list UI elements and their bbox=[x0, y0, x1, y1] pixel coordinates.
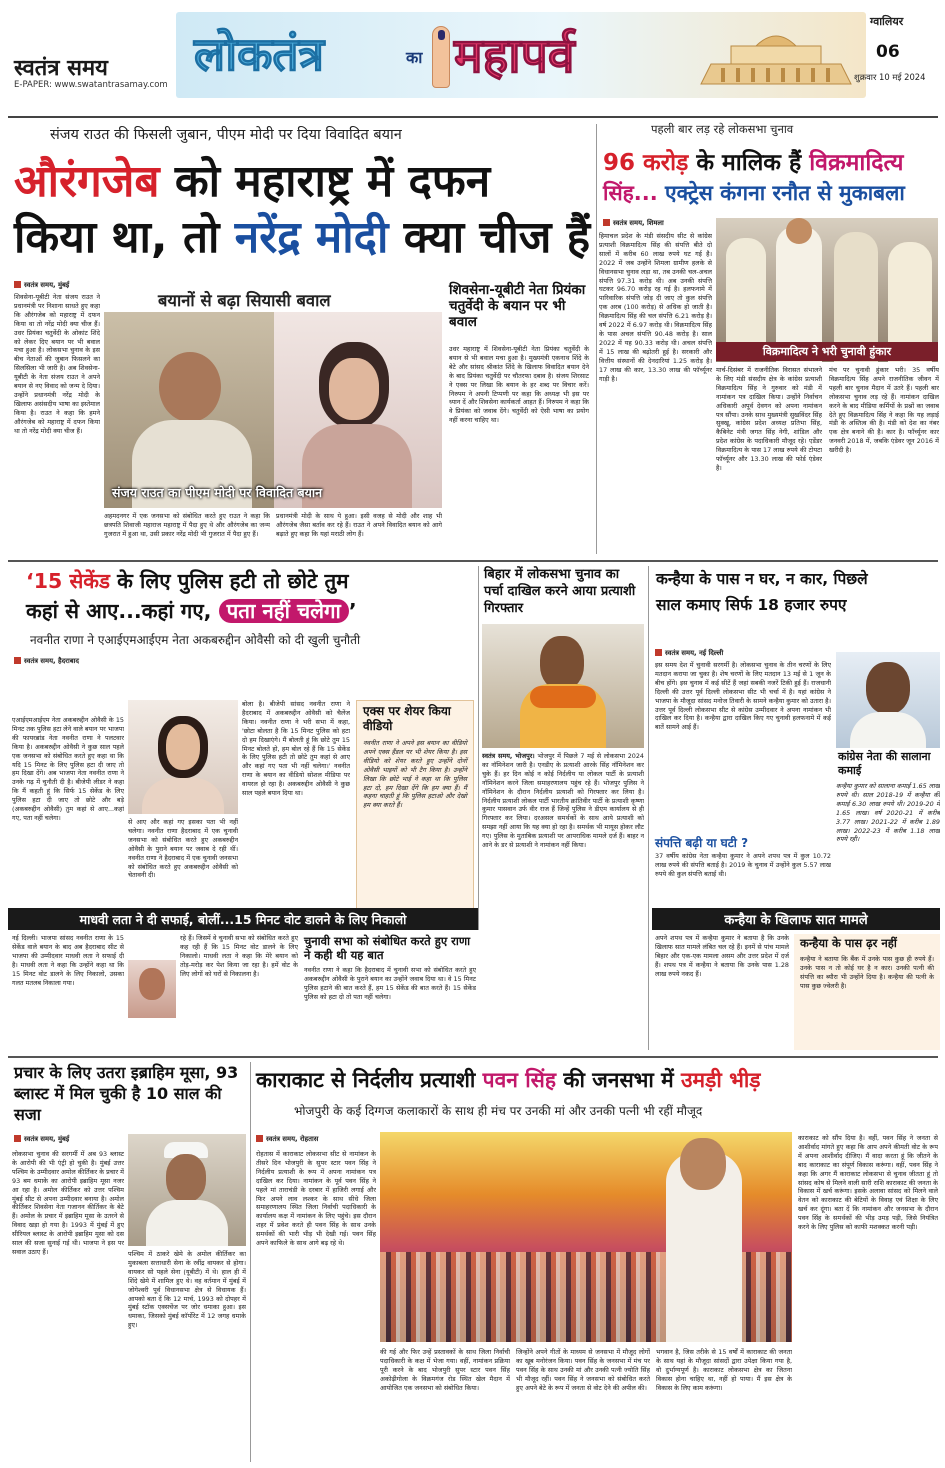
pawan-body-col4: भगवान है, जिस तरीके से 15 वर्षों में काराकाट की जनता के साथ यहां के मौजूदा सांसदों द्वारा उपेक्षा किया गया है, वो दुर्भाग्यपूर्ण है। काराकाट लोकसभा क्षेत्र का जितना विकास होना चाहिए था, नहीं हो पाया। मैं इस क्षेत्र के विकास के लिए काम करूंगा। bbox=[656, 1348, 792, 1392]
banner-title-part2: महापर्व bbox=[454, 28, 575, 84]
bihar-photo bbox=[482, 624, 644, 748]
ibrahim-body-col1: लोकसभा चुनाव की सरगर्मी में अब 93 ब्लास्ट के आरोपी की भी एंट्री हो चुकी है। मुंबई उत्तर पश्चिम के उम्मीदवार अमोल कीर्तिकर के प्रचार में 93 बम धमाके का आरोपी इब्राहिम मूसा नजर आ रहा है। अमोल कीर्तिकर को उत्तर पश्चिम मुंबई सीट से अपना उम्मीदवार बनाया है। अमोल कीर्तिकर शिवसेना नेता गजानन कीर्तिकर के बेटे हैं। अमोल के प्रचार में इब्राहिम मूसा के उतरने से विवाद खड़ा हो गया है। 1993 में मुंबई में हुए सीरियल ब्लास्ट के आरोपी इब्राहिम मूसा को दस साल की सजा सुनाई गई थी। भाजपा ने इस पर सवाल उठाए हैं। bbox=[12, 1150, 124, 1256]
column-rule bbox=[596, 124, 597, 554]
raut-headline bbox=[14, 154, 594, 266]
headline-part: की जनसभा में bbox=[563, 1068, 674, 1092]
ibrahim-body-col2: पश्चिम में ठाकरे खेमे के अमोल कीर्तिकर का मुकाबला सत्ताधारी सेना के रवींद्र वायकर से होगा। वायकर सो पहले सेना (यूबीटी) में थे। हाल ही में शिंदे खेमे में शामिल हुए थे। वह वर्तमान में मुंबई में जोगेश्वरी पूर्व विधानसभा क्षेत्र से विधायक हैं। आपको बता दें कि 12 मार्च, 1993 को दोपहर में मुंबई स्टॉक एक्सचेंज पर जोर धमाका हुआ। इस धमाका, जिसको मुंबई कॉर्पोरेट में 12 जगह धमाके हुए। bbox=[128, 1250, 246, 1330]
raut-photo-heading: बयानों से बढ़ा सियासी बवाल bbox=[158, 291, 331, 310]
headline-part: उमड़ी भीड़ bbox=[681, 1068, 761, 1092]
raut-photo bbox=[104, 312, 442, 508]
byline-text: स्वतंत्र समय, हैदराबाद bbox=[24, 657, 79, 665]
section-rule bbox=[8, 1056, 938, 1058]
headline-part: क्या चीज हैं bbox=[403, 212, 591, 263]
pawan-headline bbox=[256, 1066, 938, 1094]
madhavi-photo bbox=[128, 960, 176, 1018]
headline-part: काराकाट से निर्दलीय प्रत्याशी bbox=[256, 1068, 476, 1092]
election-banner bbox=[176, 12, 866, 98]
banner-title-part1: लोकतंत्र bbox=[194, 27, 325, 81]
vikram-body-col2: मार्च-दिसंबर में राजनीतिक विरासत संभालने के लिए मंडी संसदीय क्षेत्र के कांग्रेस प्रत्याशी विक्रमादित्य सिंह ने गुरुवार को मंडी में नामांकन पत्र दाखिल किया। उन्होंने निर्वाचन अधिकारी अपूर्व देवगन को अपना नामांकन पत्र सौंपा। उनके साथ मुख्यमंत्री सुखविंदर सिंह सुक्खू, कांग्रेस प्रदेश अध्यक्ष प्रतिभा सिंह, कैबिनेट मंत्री जगत सिंह नेगी, शांडिल और प्रदेश कांग्रेस के पदाधिकारी मौजूद रहे। एडेंडर विक्रमादित्य के पास 17 लाख रुपये की टोयटा फॉर्च्यूनर और 13.30 लाख की फोर्ड एंडेवर है। bbox=[716, 366, 822, 472]
box-heading: कन्हैया के पास ढ़र नहीं bbox=[800, 936, 897, 950]
city-name: ग्वालियर bbox=[870, 15, 904, 28]
ibrahim-headline: प्रचार के लिए उतरा इब्राहिम मूसा, 93 ब्लास्ट में मिल चुकी है 10 साल की सजा bbox=[14, 1063, 239, 1124]
headline-part: 96 करोड़ bbox=[603, 150, 689, 176]
kanhaiya-cases-body: अपने शपथ पत्र में कन्हैया कुमार ने बताया है कि उनके खिलाफ सात मामले लंबित चल रहे हैं। इनमें से पांच मामले बिहार और एक-एक मामला असम और उत्तर प्रदेश में दर्ज हैं। शपथ पत्र में कन्हैया ने बताया कि उनके पास 1.28 लाख रुपये नकद हैं। bbox=[655, 934, 789, 978]
byline-text: स्वतंत्र समय, शिमला bbox=[613, 219, 664, 227]
ibrahim-photo bbox=[128, 1134, 246, 1246]
kanhaiya-banner bbox=[652, 908, 940, 930]
masthead bbox=[8, 8, 938, 100]
vikram-byline bbox=[603, 218, 664, 227]
headline-part: एक्ट्रेस कंगना रनौत से मुकाबला bbox=[665, 181, 905, 205]
masthead-rule bbox=[8, 116, 938, 118]
caption-text: विक्रमादित्य ने भरी चुनावी हुंकार bbox=[762, 345, 892, 358]
kanhaiya-body-col2: कन्हैया कुमार को सालाना कमाई 1.65 लाख रुपये थी। साल 2018-19 में कन्हैया की कमाई 6.30 लाख रुपये थी। 2019-20 में 1.65 लाख। वर्ष 2020-21 में करीब 3.77 लाख। 2021-22 में करीब 1.89 लाख। 2022-23 में करीब 1.18 लाख रुपये रही। bbox=[836, 782, 940, 844]
byline-marker-icon bbox=[14, 281, 21, 288]
navneet-photo bbox=[128, 700, 238, 814]
vikram-photo bbox=[716, 218, 938, 362]
madhavi-body-col3: नवनीत राणा ने कहा कि हैदराबाद में चुनावी सभा को संबोधित करते हुए अकबरुद्दीन ओवैसी के पुराने बयान का उन्होंने जवाब दिया था। वे 15 मिनट पुलिस हटाने की बात करते हैं, हम 15 सेकेंड की बात करते हैं। 15 सेकेंड पुलिस को हटा दो तो पता नहीं चलेगा। bbox=[304, 966, 476, 1001]
bihar-body: स्वतंत्र समय, भोजपुर। भोजपुर में पिछले 7 मई से लोकसभा 2024 का नॉमिनेशन जारी है। एनडीए के प्रत्याशी आरके सिंह नॉमिनेशन कर चुके हैं। हर दिन कोई न कोई निर्दलीय या लोकल पार्टी के प्रत्याशी नॉमिनेशन करने जिला समाहरणालय पहुंच रहे हैं। भोजपुर पुलिस ने नॉमिनेशन के दौरान निर्दलीय प्रत्याशी को गिरफ्तार कर लिया है। निर्दलीय प्रत्याशी लोकल पार्टी भारतीय क्रांतिवीर पार्टी के प्रत्याशी कृष्णा कुमार पासवान उर्फ वीर राज हैं जिन्हें पुलिस ने डीएम कार्यालय से ही गिरफ्तार कर लिया। दरअसल समर्थकों के साथ आये प्रत्याशी को समझा नहीं आया कि यह क्या हो रहा है। समर्थक भी मायूस होकर लौट गए। पुलिस के मुताबिक प्रत्याशी पर आपराधिक मामले दर्ज हैं। बाहर न आने के डर से प्रत्याशी ने नामांकन नहीं किया। bbox=[482, 752, 644, 850]
kanhaiya-photo-caption: कांग्रेस नेता की सालाना कमाई bbox=[838, 750, 931, 777]
byline-marker-icon bbox=[14, 657, 21, 664]
navneet-body-col1: एआईएमआईएम नेता अकबरुद्दीन ओवैसी के 15 मिनट तक पुलिस हटा लेने वाले बयान पर भाजपा की फायरब्रांड नेता नवनीत राणा ने पलटवार किया है। अकबरुद्दीन ओवैसी ने कुछ साल पहले एक जनसभा को संबोधित करते हुए कहा था कि यदि 15 मिनट के लिए पुलिस हटा दी जाए तो हम दिखा देंगे। अब भाजपा नेता नवनीत राणा ने उनके गढ़ में चुनौती दी है। बीजेपी लीडर ने कहा कि मैं कहती हूं कि सिर्फ 15 सेकेंड के लिए पुलिस हटा दी जाए तो छोटे और बड़े (अकबरुद्दीन ओवैसी) तुम कहां से आए...कहां गए, पता नहीं चलेगा। bbox=[12, 716, 124, 822]
headline-part: कहां से आए...कहां गए, bbox=[26, 599, 212, 623]
pawan-body-col1: रोहतास में काराकाट लोकसभा सीट से नामांकन के तीसरे दिन भोजपुरी के सुपर स्टार पवन सिंह ने निर्दलीय प्रत्याशी के रूप में अपना नामांकन पत्र दाखिल कर दिया। नामांकन के पूर्व पवन सिंह ने पहले मां ताराचंडी के दरबार में हाजिरी लगाई और फिर अपने लाव लश्कर के साथ सीधे जिला समाहरणालय स्थित जिला निर्वाची पदाधिकारी के कार्यालय कक्ष में नामांकन के लिए पहुंचे। इस दौरान शहर में प्रवेश करते ही पवन सिंह के साथ उनके समर्थकों की भारी भीड़ भी देखी गई। पवन सिंह अपने काफिले के साथ आगे बढ़ रहे थे। bbox=[256, 1150, 376, 1248]
headline-part: सिंह... bbox=[603, 181, 658, 205]
priyanka-body: उधर महाराष्ट्र में शिवसेना-यूबीटी नेता प्रियंका चतुर्वेदी के बयान से भी बवाल मचा हुआ है। मुख्यमंत्री एकनाथ शिंदे के बेटे और सांसद श्रीकांत शिंदे के खिलाफ विवादित बयान देने के बाद प्रियंका चतुर्वेदी पर चौतरफा दबाव है। संजय शिरसाट ने एक्स पर लिखा कि बयान के हर शब्द पर विचार करें। निरुपम ने अपनी टिप्पणी पर कहा कि अध्यक्ष भी इस पर ध्यान दें और शिवसेना कार्यकर्ता आहत हैं। निरुपम ने कहा कि वे प्रियंका को जवाब देंगे। चतुर्वेदी को ऐसी भाषा का प्रयोग नहीं करना चाहिए था। bbox=[449, 345, 589, 425]
byline-text: स्वतंत्र समय, मुंबई bbox=[24, 1135, 70, 1143]
pawan-rally-photo bbox=[380, 1132, 792, 1342]
byline-marker-icon bbox=[14, 1135, 21, 1142]
pawan-body-col5: काराकाट को सौंप दिया है। वहीं, पवन सिंह ने जनता से आशीर्वाद मांगते हुए कहा कि आप अपने कीमती वोट के रूप में अपना आशीर्वाद दीजिए। मैं वादा करता हूं कि जीतने के बाद काराकाट का संपूर्ण विकास करूंगा। वहीं, पवन सिंह ने कहा कि अगर मैं काराकाट लोकसभा से चुनाव जीतता हूं तो सांसद कोष से मिलने वाली सारी राशि काराकाट की जनता के विकास में खर्च करूंगा। इसके अलावा सांसद को मिलने वाले वेतन को काराकाट की बेटियों के विवाह एवं शिक्षा के लिए खर्च कर दूंगा। बता दें कि नामांकन और जनसभा के दौरान पवन सिंह के समर्थकों की भीड़ उमड़ पड़ी, जिसे नियंत्रित करने के लिए पुलिस को काफी मशक्कत करनी पड़ी। bbox=[798, 1134, 938, 1232]
headline-part: औरंगजेब bbox=[14, 156, 160, 207]
madhavi-body-col1: नई दिल्ली। भाजपा सांसद नवनीत राणा के 15 सेकेंड वाले बयान के बाद अब हैदराबाद सीट से भाजपा की उम्मीदवार माधवी लता ने सफाई दी है। माधवी लता ने कहा कि उन्होंने कहा था कि 15 मिनट वोट डालने के लिए निकालो, उसका गलत मतलब निकाला गया। bbox=[12, 934, 124, 987]
kanhaiya-body-col1: इस समय देश में चुनावी सरगर्मी है। लोकसभा चुनाव के तीन चरणों के लिए मतदान कराया जा चुका है। शेष चरणों के लिए मतदान 13 मई से 1 जून के बीच होंगे। इस चुनाव में कई सीटें हैं जहां सबकी नजरें टिकी हुई हैं। राजधानी दिल्ली की उत्तर पूर्व दिल्ली लोकसभा सीट भी चर्चा में है। यहां कांग्रेस ने भाजपा के मौजूदा सांसद मनोज तिवारी के सामने कन्हैया कुमार को उतारा है। उत्तर पूर्व दिल्ली लोकसभा सीट से कांग्रेस उम्मीदवार ने अपना नामांकन भी दाखिल कर दिया है। कन्हैया द्वारा दाखिल किए गए चुनावी हलफनामे में कई बातें सामने आई हैं। bbox=[655, 661, 831, 732]
box-body: नवनीत राणा ने अपने इस बयान का वीडियो अपने एक्स हैंडल पर भी शेयर किया है। इस वीडियो को शेयर करते हुए उन्होंने दोनों ओवैसी भाइयों को भी टैग किया है। उन्होंने लिखा कि छोटे भाई ने कहा था कि पुलिस हटा दो, हम दिखा देंगे कि हम क्या हैं। मैं कहना चाहती हूं कि पुलिस हटाओ और देखो हम क्या करते हैं। bbox=[363, 739, 467, 810]
raut-byline bbox=[14, 280, 69, 289]
pawan-body-col2: की गई और फिर उन्हें प्रस्तावकों के साथ जिला निर्वाची पदाधिकारी के कक्ष में भेजा गया। वहीं, नामांकन प्रक्रिया पूरी करने के बाद भोजपुरी सुपर स्टार पवन सिंह अकोढ़ीगोला के विक्रमगंज रोड स्थित खेल मैदान में आयोजित एक जनसभा को संबोधित किया। bbox=[380, 1348, 510, 1392]
headline-part: विक्रमादित्य bbox=[809, 150, 904, 176]
voting-finger-icon bbox=[432, 26, 450, 88]
navneet-body-col3: बोला है। बीजेपी सांसद नवनीत राणा ने हैदराबाद में अकबरुद्दीन ओवैसी को चैलेंज किया। नवनीत राणा ने भरी सभा में कहा, 'छोटा बोलता है कि 15 मिनट पुलिस को हटा दो हम दिखाएंगे। मैं बोलती हूं कि छोटे तुम 15 मिनट बोलते हो, हम बोल रहे हैं कि 15 सेकेंड के लिए पुलिस हटी तो छोटे तुम कहां से आए और कहां गए पता भी नहीं चलेगा।' नवनीत राणा के बयान का वीडियो सोशल मीडिया पर वायरल हो रहा है। अकबरुद्दीन ओवैसी ने कुछ साल पहले बयान दिया था। bbox=[242, 700, 350, 798]
headline-part: के मालिक हैं bbox=[696, 150, 802, 176]
kanhaiya-photo bbox=[836, 652, 940, 748]
box-heading: एक्स पर शेयर किया वीडियो bbox=[363, 704, 451, 733]
banner-title-ka: का bbox=[406, 48, 423, 67]
byline-text: स्वतंत्र समय, मुंबई bbox=[24, 281, 70, 289]
column-rule bbox=[478, 566, 479, 930]
ibrahim-byline bbox=[14, 1134, 69, 1143]
headline-part: को महाराष्ट्र में दफन bbox=[174, 156, 491, 207]
vikram-body-col3: मंच पर चुनावी हुंकार भरी। 35 वर्षीय विक्रमादित्य सिंह अपने राजनीतिक जीवन में पहली बार चुनाव मैदान में उतरे हैं। पहली बार लोकसभा चुनाव लड़ रहे हैं। नामांकन दाखिल करने के बाद मीडिया कर्मियों के प्रश्नों का जवाब देते हुए विक्रमादित्य सिंह ने कहा कि यह लड़ाई मंडी के अस्तित्व की है। मंडी को देश का नंबर एक क्षेत्र बनाने की है। कार है। फॉर्च्यूनर कार जनवरी 2018 में, जबकि एंडेवर जून 2016 में खरीदी है। bbox=[829, 366, 939, 455]
navneet-byline bbox=[14, 656, 79, 665]
raut-photo-caption: संजय राउत का पीएम मोदी पर विवादित बयान bbox=[112, 485, 323, 500]
headline-part: के लिए पुलिस हटी तो छोटे तुम bbox=[117, 569, 349, 593]
kanhaiya-body-col3: 37 वर्षीय कांग्रेस नेता कन्हैया कुमार ने अपने शपथ पत्र में कुल 10.72 लाख रुपये की संपत्ति बताई है। 2019 के चुनाव में उन्होंने कुल 5.57 लाख रुपये की कुल संपत्ति बताई थी। bbox=[655, 852, 831, 878]
headline-part: साल कमाए सिर्फ 18 हजार रुपए bbox=[656, 596, 847, 614]
headline-part: पता नहीं चलेगा bbox=[226, 599, 341, 623]
headline-part: ’ bbox=[348, 599, 357, 623]
headline-part: किया था, तो bbox=[14, 212, 220, 263]
banner-text: माधवी लता ने दी सफाई, बोलीं...15 मिनट वोट डालने के लिए निकालो bbox=[79, 911, 407, 927]
banner-text: कन्हैया के खिलाफ सात मामले bbox=[724, 913, 868, 928]
raut-kicker: संजय राउत की फिसली जुबान, पीएम मोदी पर दिया विवादित बयान bbox=[50, 127, 402, 143]
kanhaiya-subhead: संपत्ति बढ़ी या घटी ? bbox=[655, 836, 749, 850]
priyanka-side-heading: शिवसेना-यूबीटी नेता प्रियंका चतुर्वेदी के बयान पर भी बवाल bbox=[449, 282, 586, 330]
bihar-headline: बिहार में लोकसभा चुनाव का पर्चा दाखिल करने आया प्रत्याशी गिरफ्तार bbox=[484, 567, 636, 616]
madhavi-body-col2: रहे हैं। जिसमें वे चुनावी सभा को संबोधित करते हुए कह रही हैं कि 15 मिनट वोट डालने के लिए निकालो। माधवी लता ने कहा कि मेरे बयान को तोड़-मरोड़ कर पेश किया जा रहा है। हमें वोट के लिए लोगों को घरों से निकालना है। bbox=[180, 934, 298, 978]
byline-marker-icon bbox=[256, 1135, 263, 1142]
pawan-byline bbox=[256, 1134, 318, 1143]
navneet-body-col2: से आए और कहां गए इसका पता भी नहीं चलेगा। नवनीत राणा हैदराबाद में एक चुनावी जनसभा को संबोधित करते हुए अकबरुद्दीन ओवैसी के पुराने बयान पर जवाब दे रही थीं। नवनीत राणा ने हैदराबाद में एक चुनावी जनसभा को संबोधित करते हुए अकबरुद्दीन ओवैसी को चेतावनी दी। bbox=[128, 818, 238, 880]
headline-part: कन्हैया के पास न घर, न कार, पिछले bbox=[656, 570, 868, 588]
kanhaiya-headline bbox=[656, 566, 940, 618]
madhavi-side-heading: चुनावी सभा को संबोधित करते हुए राणा ने कही थी यह बात bbox=[304, 934, 471, 962]
column-rule bbox=[250, 1062, 251, 1462]
headline-part: ‘15 सेकेंड bbox=[26, 569, 111, 593]
kanhaiya-byline bbox=[655, 648, 723, 657]
issue-date: शुक्रवार 10 मई 2024 bbox=[854, 72, 926, 82]
section-rule bbox=[8, 560, 938, 562]
navneet-headline bbox=[26, 566, 476, 626]
raut-body-col1: शिवसेना-यूबीटी नेता संजय राउत ने प्रधानमंत्री पर निशाना साधते हुए कहा कि औरंगजेब को महाराष्ट्र में दफन किया था तो नरेंद्र मोदी क्या चीज हैं। उधर प्रियंका चतुर्वेदी के ओकांट शिंदे को लेकर दिए बयान पर भी बवाल मचा हुआ है। लोकसभा चुनाव के इस बीच नेताओं की जुबान फिसलने का सिलसिला भी जारी है। अब शिवसेना-यूबीटी के नेता संजय राउत ने अपने बयान से नए विवाद को जन्म दे दिया। उन्होंने प्रधानमंत्री नरेंद्र मोदी के खिलाफ असंसदीय भाषा का इस्तेमाल किया है। राउत ने कहा कि हमने औरंगजेब को महाराष्ट्र में दफन किया था तो नरेंद्र मोदी क्या चीज हैं। bbox=[14, 293, 100, 435]
headline-part: पवन सिंह bbox=[482, 1068, 557, 1092]
headline-part: नरेंद्र मोदी bbox=[234, 212, 389, 263]
vikram-kicker: पहली बार लड़ रहे लोकसभा चुनाव bbox=[651, 122, 794, 136]
navneet-subhead: नवनीत राणा ने एआईएमआईएम नेता अकबरुद्दीन ओवैसी को दी खुली चुनौती bbox=[30, 633, 361, 647]
parliament-building-icon bbox=[691, 24, 861, 94]
pawan-body-col3: जिन्होंने अपने गीतों के माध्यम से जनसभा में मौजूद लोगों का खूब मनोरंजन किया। पवन सिंह के जनसभा में मंच पर पवन सिंह के साथ उनकी मां और उनकी पत्नी ज्योति सिंह भी मौजूद रहीं। पवन सिंह ने जनसभा को संबोधित करते हुए अपने बेटे के रूप में जनता से वोट देने की अपील की। bbox=[516, 1348, 650, 1392]
kanhaiya-box bbox=[794, 934, 940, 1050]
vikram-body-col1: हिमाचल प्रदेश के मंडी संसदीय सीट से कांग्रेस प्रत्याशी विक्रमादित्य सिंह की संपत्ति बीते दो सालों में करीब 60 लाख रुपये घट गई है। 2022 में जब उन्होंने शिमला ग्रामीण हलके से विधानसभा चुनाव लड़ा था, तब उनकी चल-अचल संपत्ति 97.31 करोड़ थी। अब उनकी संपत्ति घटकर 96.70 करोड़ रह गई है। हलफनामे में पारिवारिक संपत्ति जोड़ दी जाए तो कुल संपत्ति एक अरब (100 करोड़) से अधिक हो जाती है। विक्रमादित्य सिंह की चल संपत्ति 6.21 करोड़ है। वर्ष 2022 में 6.97 करोड़ थी। विक्रमादित्य सिंह के पास अचल संपत्ति 90.48 करोड़ है। साल 2022 में यह 90.33 करोड़ थी। अचल संपत्ति में 15 लाख की बढ़ोतरी हुई है। सरकारी और वित्तीय संस्थानों की देनदारियां 1.25 करोड़ है। 17 लाख की कार, 13.30 लाख की फॉर्च्यूनर गाड़ी है। bbox=[599, 232, 712, 383]
navneet-box bbox=[356, 700, 474, 920]
byline-text: स्वतंत्र समय, रोहतास bbox=[266, 1135, 319, 1143]
byline-text: स्वतंत्र समय, भोजपुर। bbox=[482, 752, 535, 760]
box-body: कन्हैया ने बताया कि बैंक में उनके पास कुछ ही रुपये हैं। उनके पास न तो कोई घर है न कार। उनकी पत्नी की संपत्ति का ब्यौरा भी उन्होंने दिया है। कन्हैया की पत्नी के पास कुछ ज्वेलरी है। bbox=[800, 955, 934, 990]
raut-body-lower-a: अहमदनगर में एक जनसभा को संबोधित करते हुए राउत ने कहा कि छत्रपति शिवाजी महाराज महाराष्ट्र में पैदा हुए थे और औरंगजेब का जन्म गुजरात में हुआ था, उसी प्रकार नरेंद्र मोदी भी गुजरात में पैदा हुए हैं। bbox=[104, 512, 270, 538]
byline-marker-icon bbox=[603, 219, 610, 226]
highlight-pill bbox=[219, 599, 349, 623]
madhavi-banner bbox=[8, 908, 478, 930]
column-rule bbox=[648, 566, 649, 1050]
vikram-photo-caption bbox=[716, 342, 938, 361]
epaper-url[interactable]: E-PAPER: www.swatantrasamay.com bbox=[14, 80, 168, 90]
logo: स्वतंत्र समय bbox=[14, 55, 108, 81]
vikram-headline bbox=[603, 148, 939, 208]
page-number: 06 bbox=[876, 42, 900, 62]
byline-text: स्वतंत्र समय, नई दिल्ली bbox=[665, 649, 724, 657]
pawan-subhead: भोजपुरी के कई दिग्गज कलाकारों के साथ ही मंच पर उनकी मां और उनकी पत्नी भी रहीं मौजूद bbox=[294, 1104, 703, 1118]
byline-marker-icon bbox=[655, 649, 662, 656]
raut-body-lower-b: प्रधानमंत्री मोदी के साथ ये हुआ। इसी वजह से मोदी और शाह भी औरंगजेब जैसा बर्ताव कर रहे हैं। राउत ने अपने विवादित बयान को आगे बढ़ाते हुए कहा कि यहां मराठी लोग हैं। bbox=[276, 512, 442, 538]
